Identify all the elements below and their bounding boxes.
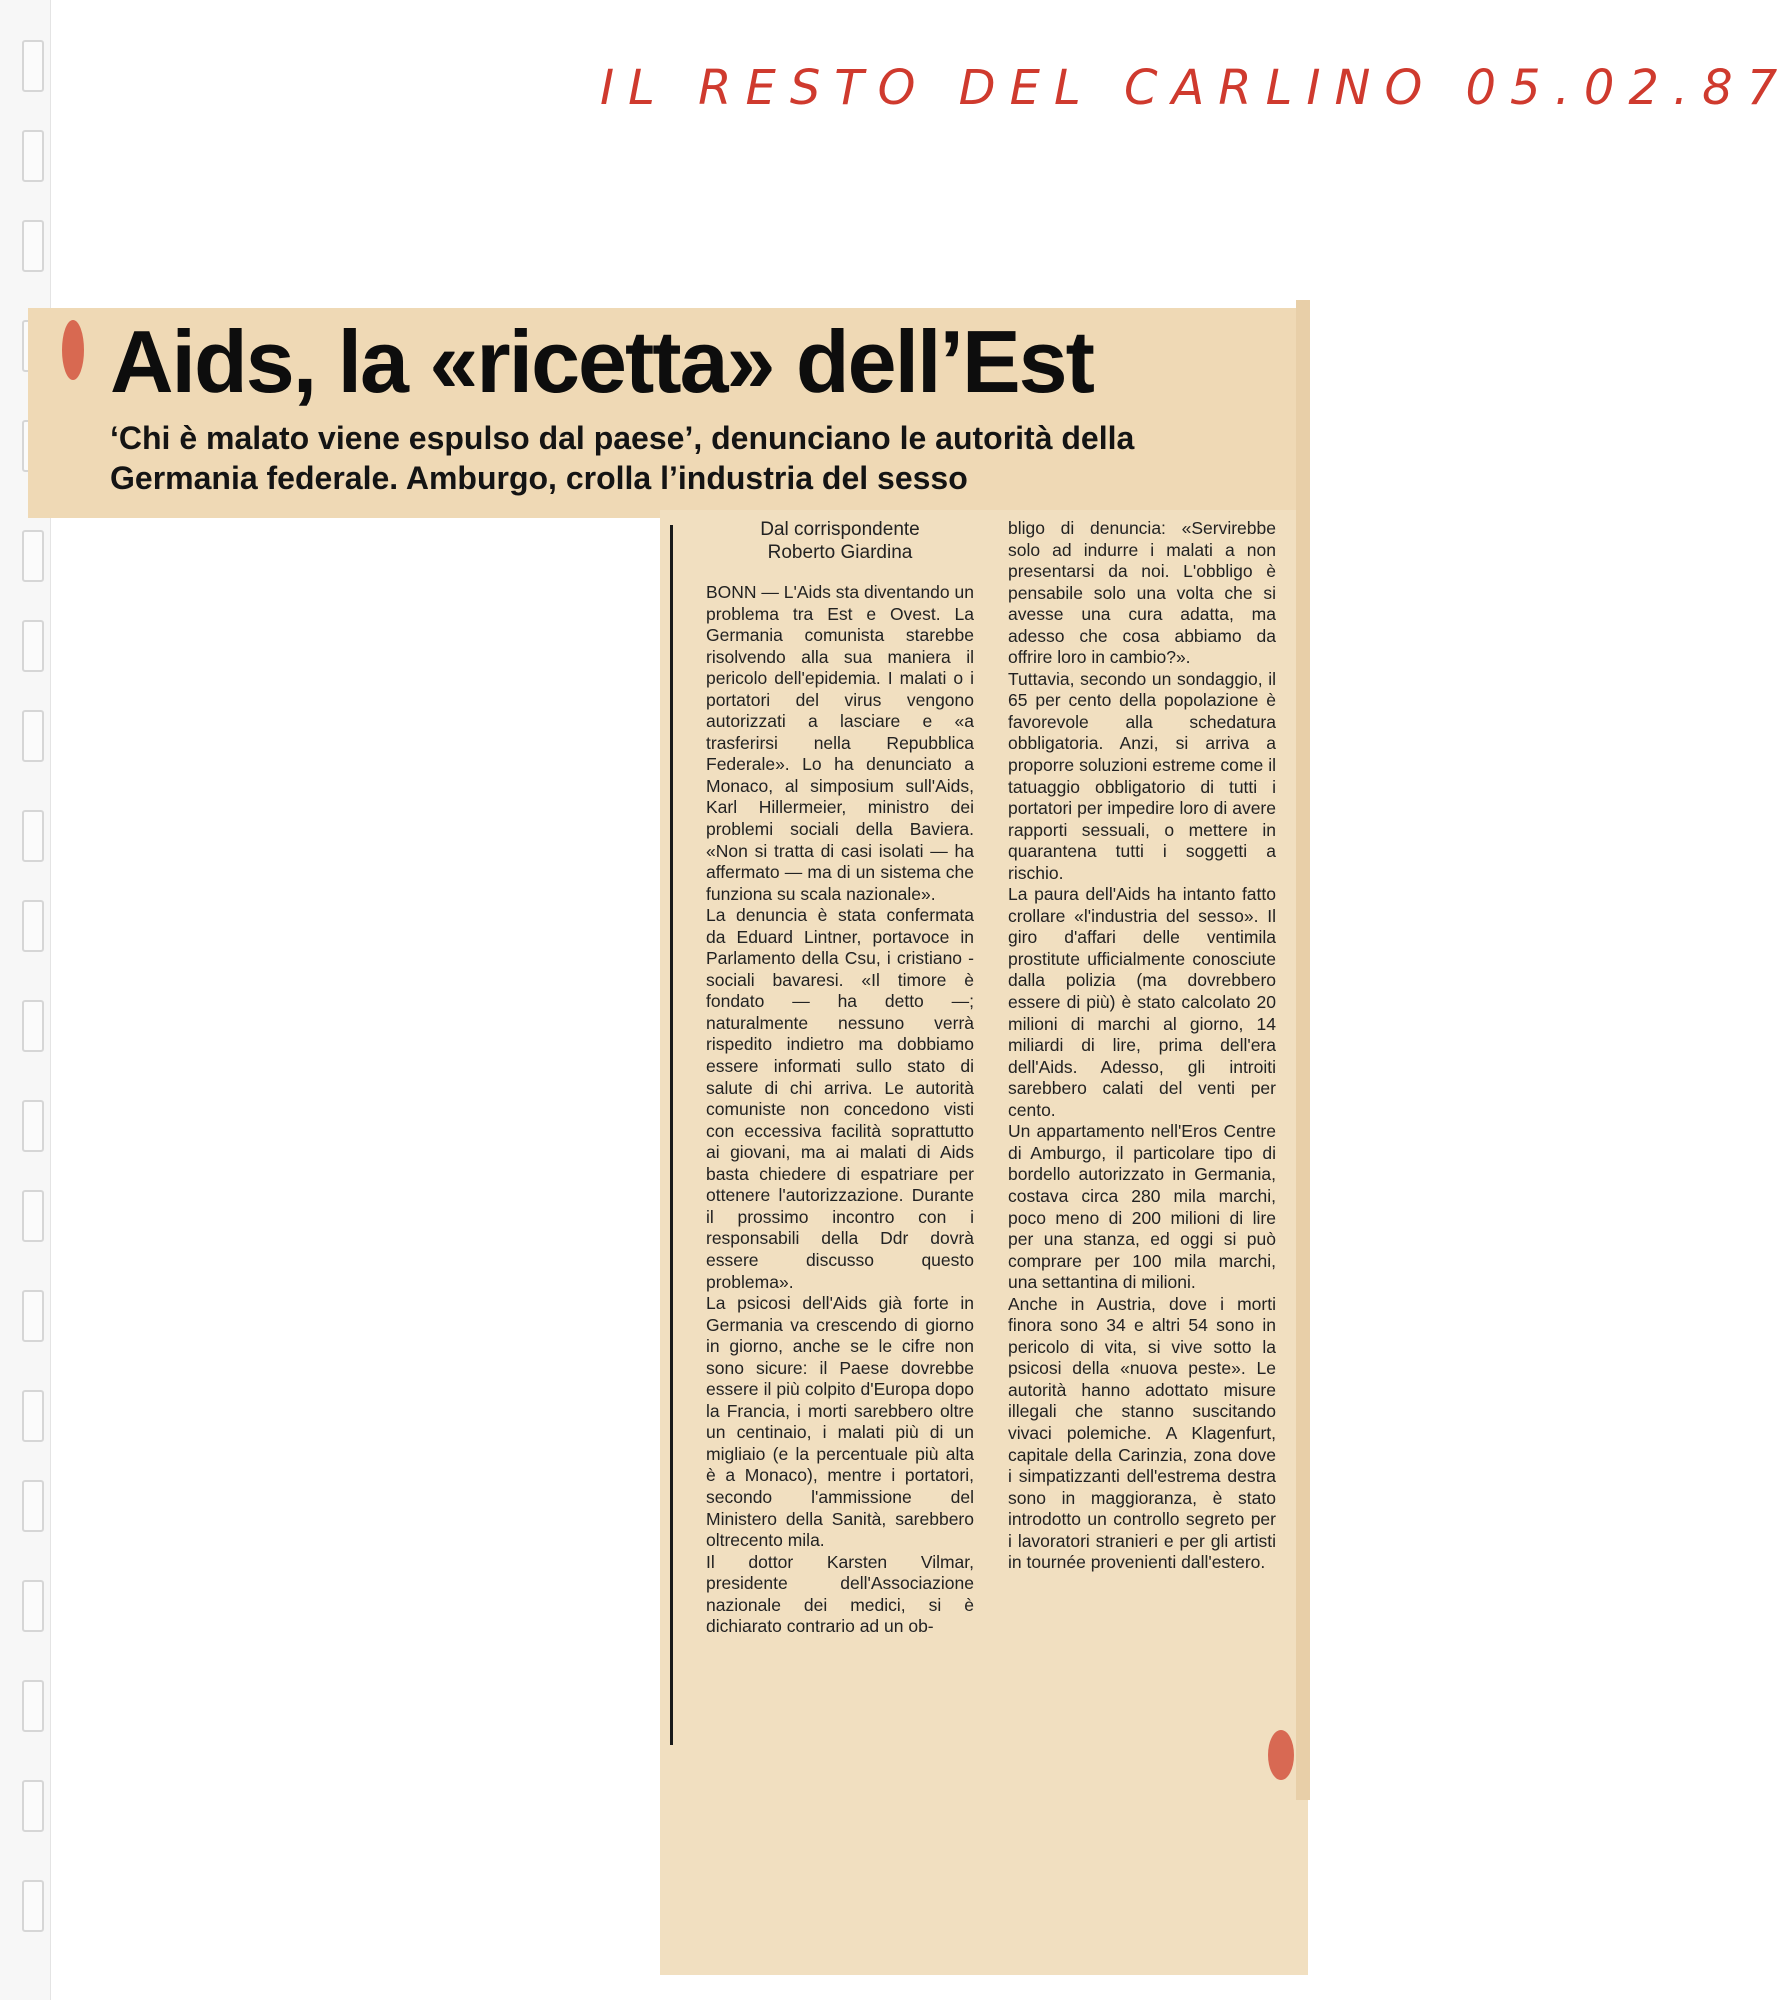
paragraph: La psicosi dell'Aids già forte in Germania va crescendo di giorno in giorno, anche se le cifre non sono sicure: il Paese dovrebbe essere il più colpito d'Europa dopo la Francia, i morti sarebbero oltre un centinaio, i malati più di un migliaio (e la percentuale più alta è a Monaco), mentre i portatori, secondo l'ammissione del Ministero della Sanità, sarebbero oltrecento mila. <box>706 1293 974 1551</box>
column-rule <box>670 525 673 1745</box>
punch-hole <box>22 1780 44 1832</box>
byline-role: Dal corrispondente <box>760 519 920 540</box>
paragraph: La paura dell'Aids ha intanto fatto crollare «l'industria del sesso». Il giro d'affari delle ventimila prostitute ufficialmente conosciute dalla polizia (ma dovrebbero essere di più) è stato calcolato 20 milioni di marchi al giorno, 14 miliardi di lire, prima dell'era dell'Aids. Adesso, gli introiti sarebbero calati del venti per cento. <box>1008 884 1276 1120</box>
punch-hole <box>22 40 44 92</box>
paragraph: La denuncia è stata confermata da Eduard Lintner, portavoce in Parlamento della Csu, i cristiano - sociali bavaresi. «Il timore è fondato — ha detto —; naturalmente nessuno verrà rispedito indietro ma dobbiamo essere informati sullo stato di salute di chi arriva. Le autorità comuniste non concedono visti con eccessiva facilità soprattutto ai giovani, ma ai malati di Aids basta chiedere di espatriare per ottenere l'autorizzazione. Durante il prossimo incontro con i responsabili della Ddr dovrà essere discusso questo problema». <box>706 905 974 1292</box>
paragraph: BONN — L'Aids sta diventando un problema tra Est e Ovest. La Germania comunista starebbe risolvendo alla sua maniera il pericolo dell'epidemia. I malati o i portatori del virus vengono autorizzati a lasciare e «a trasferirsi nella Repubblica Federale». Lo ha denunciato a Monaco, al simposium sull'Aids, Karl Hillermeier, ministro dei problemi sociali della Baviera. «Non si tratta di casi isolati — ha affermato — ma di un sistema che funziona su scala nazionale». <box>706 582 974 904</box>
punch-hole <box>22 1000 44 1052</box>
article-column-2 <box>1008 518 1276 1574</box>
paragraph: Un appartamento nell'Eros Centre di Amburgo, il particolare tipo di bordello autorizzato in Germania, costava circa 280 mila marchi, poco meno di 200 milioni di lire per una stanza, ed oggi si può comprare per 100 mila marchi, una settantina di milioni. <box>1008 1121 1276 1293</box>
punch-hole <box>22 1100 44 1152</box>
binder-strip <box>0 0 51 2000</box>
punch-hole <box>22 900 44 952</box>
punch-hole <box>22 620 44 672</box>
red-ink-mark <box>1268 1730 1294 1780</box>
paragraph: Tuttavia, secondo un sondaggio, il 65 per cento della popolazione è favorevole alla schedatura obbligatoria. Anzi, si arriva a proporre soluzioni estreme come il tatuaggio obbligatorio di tutti i portatori per impedire loro di avere rapporti sessuali, o mettere in quarantena tutti i soggetti a rischio. <box>1008 668 1276 883</box>
punch-hole <box>22 1580 44 1632</box>
paragraph: Anche in Austria, dove i morti finora sono 34 e altri 54 sono in pericolo di vita, si vive sotto la psicosi della «nuova peste». Le autorità hanno adottato misure illegali che stanno suscitando vivaci polemiche. A Klagenfurt, capitale della Carinzia, zona dove i simpatizzanti dell'estrema destra sono in maggioranza, è stato introdotto un controllo segreto per i lavoratori stranieri e per gli artisti in tournée provenienti dall'estero. <box>1008 1293 1276 1573</box>
paragraph: Il dottor Karsten Vilmar, presidente dell'Associazione nazionale dei medici, si è dichiarato contrario ad un ob- <box>706 1551 974 1637</box>
article-headline: Aids, la «ricetta» dell’Est <box>110 312 1093 411</box>
clipping-edge <box>1296 300 1310 1800</box>
punch-hole <box>22 1480 44 1532</box>
punch-hole <box>22 710 44 762</box>
punch-hole <box>22 1290 44 1342</box>
punch-hole <box>22 1390 44 1442</box>
byline-author: Roberto Giardina <box>767 542 913 563</box>
paragraph: bligo di denuncia: «Servirebbe solo ad indurre i malati a non presentarsi da noi. L'obbligo è pensabile solo una volta che si avesse una cura adatta, ma adesso che cosa abbiamo da offrire loro in cambio?». <box>1008 518 1276 668</box>
punch-hole <box>22 130 44 182</box>
punch-hole <box>22 810 44 862</box>
punch-hole <box>22 530 44 582</box>
article-subheadline: ‘Chi è malato viene espulso dal paese’, denunciano le autorità della Germania federale. Amburgo, crolla l’industria del sesso <box>110 420 1135 496</box>
punch-hole <box>22 1880 44 1932</box>
punch-hole <box>22 1190 44 1242</box>
red-ink-mark <box>62 320 84 380</box>
punch-hole <box>22 220 44 272</box>
handwritten-source-note: IL RESTO DEL CARLINO 05.02.87 <box>600 60 1791 116</box>
byline <box>710 518 970 564</box>
article-column-1 <box>706 582 974 1638</box>
punch-hole <box>22 1680 44 1732</box>
